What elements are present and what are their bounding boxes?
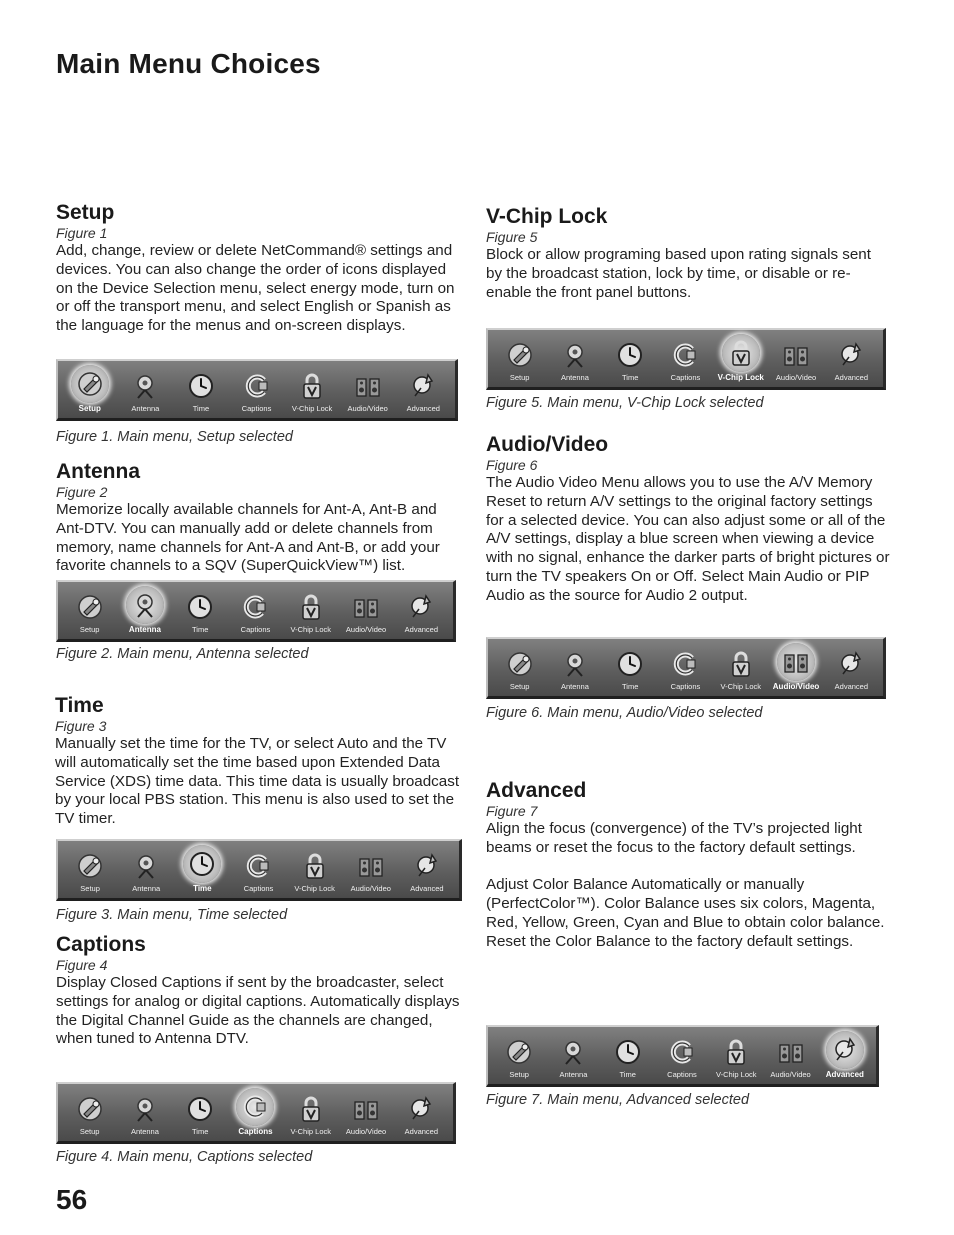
menu-item-label: Advanced [404,1127,438,1136]
menu-item-time [603,332,658,385]
menu-item-label: Antenna [131,404,160,413]
captions-icon [240,592,270,622]
section-audio-video [486,433,891,606]
figure-caption: Figure 7. Main menu, Advanced selected [486,1092,750,1108]
menu-item-antenna [117,1086,172,1139]
page-number: 56 [56,1184,88,1215]
clock-icon [183,845,221,883]
menu-item-v-chip-lock [283,1086,338,1139]
lock-icon [300,851,330,881]
menu-item-v-chip-lock [283,584,338,637]
page-title: Main Menu Choices [56,48,321,79]
figure-ref: Figure 2 [56,484,108,500]
speakers-icon [351,592,381,622]
menu-item-time [174,843,230,896]
menu-item-advanced [394,1086,449,1139]
menu-item-captions [658,641,713,694]
captions-icon [242,371,272,401]
speakers-icon [356,851,386,881]
menu-item-label: Advanced [404,625,438,634]
menu-item-label: Advanced [825,1070,864,1079]
menu-item-label: Setup [79,1127,100,1136]
antenna-icon [130,371,160,401]
menu-bar-figure-4 [56,1082,456,1144]
menu-item-v-chip-lock [713,641,768,694]
section-body: Manually set the time for the TV, or select Auto and the TV will automatically set the time based upon Extended Data Service (XDS) time data. This time data is usually broadcast by your local PBS station. This menu is also used to set the TV timer. [55,735,460,828]
menu-item-label: Time [192,625,209,634]
menu-item-antenna [546,1029,600,1082]
menu-item-captions [655,1029,709,1082]
section-vchip-lock [486,205,891,302]
captions-icon [670,649,700,679]
section-time [55,694,465,829]
menu-item-label: Setup [509,682,530,691]
menu-item-label: Captions [238,1127,273,1136]
figure-caption: Figure 2. Main menu, Antenna selected [56,646,309,662]
menu-item-label: Time [192,404,210,413]
section-body: Memorize locally available channels for Ant-A, Ant-B and Ant-DTV. You can manually add or delete channels from memory, name channels for Ant-A and Ant-B, or add your favorite channels to a SQV (SuperQuickView™) list. [56,501,440,575]
clock-icon [615,649,645,679]
menu-item-label: Audio/Video [772,682,820,691]
menu-item-label: Captions [240,625,271,634]
menu-item-antenna [547,332,602,385]
figure-ref: Figure 6 [486,457,538,473]
speakers-icon [353,371,383,401]
section-heading: Time [55,694,104,717]
captions-icon [236,1088,274,1126]
figure-caption: Figure 4. Main menu, Captions selected [56,1149,313,1165]
speakers-icon [351,1094,381,1124]
clock-icon [185,1094,215,1124]
menu-item-captions [229,363,285,416]
menu-item-v-chip-lock [709,1029,763,1082]
menu-item-label: Setup [509,1070,529,1079]
menu-item-label: Antenna [559,1070,588,1079]
menu-item-label: Antenna [128,625,161,634]
menu-item-setup [62,1086,117,1139]
menu-item-time [173,1086,228,1139]
setup-icon [504,1037,534,1067]
menu-item-captions [230,843,286,896]
clock-icon [185,592,215,622]
menu-item-label: Audio/Video [345,1127,387,1136]
menu-bar-figure-2 [56,580,456,642]
menu-item-time [603,641,658,694]
menu-item-time [601,1029,655,1082]
menu-item-audio-video [763,1029,817,1082]
advanced-icon [836,340,866,370]
menu-item-label: Advanced [834,682,868,691]
setup-icon [505,649,535,679]
captions-icon [670,340,700,370]
menu-item-label: Audio/Video [770,1070,811,1079]
menu-item-label: Audio/Video [775,373,817,382]
menu-item-label: V-Chip Lock [290,1127,331,1136]
menu-item-time [173,363,229,416]
menu-bar-figure-3 [56,839,462,901]
menu-item-antenna [547,641,602,694]
menu-item-setup [492,641,547,694]
lock-icon [296,1094,326,1124]
figure-ref: Figure 4 [56,957,108,973]
setup-icon [75,1094,105,1124]
menu-bar-figure-5 [486,328,886,390]
menu-item-audio-video [338,1086,393,1139]
captions-icon [243,851,273,881]
menu-item-label: Advanced [406,404,440,413]
menu-item-label: Time [192,1127,209,1136]
setup-icon [71,365,109,403]
menu-item-label: Advanced [834,373,868,382]
menu-item-label: Audio/Video [350,884,391,893]
section-heading: Captions [56,933,146,956]
section-captions [56,933,468,1049]
menu-item-advanced [395,363,451,416]
setup-icon [75,592,105,622]
figure-ref: Figure 3 [55,718,107,734]
menu-item-setup [62,363,118,416]
clock-icon [613,1037,643,1067]
menu-item-label: Audio/Video [347,404,388,413]
menu-item-captions [658,332,713,385]
menu-item-v-chip-lock [284,363,340,416]
menu-item-v-chip-lock [713,332,768,385]
menu-item-label: Setup [80,884,100,893]
figure-caption: Figure 1. Main menu, Setup selected [56,429,293,445]
lock-icon [726,649,756,679]
menu-item-label: Time [619,1070,636,1079]
menu-item-label: Time [622,682,639,691]
figure-ref: Figure 7 [486,803,538,819]
antenna-icon [558,1037,588,1067]
section-heading: Advanced [486,779,587,802]
menu-item-label: Advanced [410,884,444,893]
menu-item-captions [228,1086,283,1139]
menu-item-label: V-Chip Lock [294,884,335,893]
section-body: Display Closed Captions if sent by the broadcaster, select settings for analog or digital captions. Automatically displays the Digital Channel Guide as the channels are changed, when tuned to Antenna DTV. [56,974,460,1048]
antenna-icon [126,586,164,624]
menu-item-advanced [818,1029,872,1082]
section-heading: Setup [56,201,115,224]
menu-item-label: Antenna [560,373,589,382]
menu-item-antenna [118,363,174,416]
antenna-icon [560,340,590,370]
menu-item-time [173,584,228,637]
menu-item-label: Audio/Video [345,625,387,634]
menu-bar-figure-7 [486,1025,879,1087]
section-heading: V-Chip Lock [486,205,608,228]
menu-item-advanced [824,332,879,385]
menu-item-setup [492,332,547,385]
menu-item-advanced [394,584,449,637]
menu-item-setup [492,1029,546,1082]
section-body: Add, change, review or delete NetCommand® settings and devices. You can also change the order of icons displayed on the Device Selection menu, select energy mode, turn on or off the transport menu, and select English or Spanish as the language for the menus and on-screen displays. [56,242,455,335]
menu-item-label: Captions [670,373,701,382]
speakers-icon [781,340,811,370]
menu-item-label: Setup [78,404,101,413]
lock-icon [721,1037,751,1067]
section-heading: Audio/Video [486,433,609,456]
speakers-icon [777,643,815,681]
menu-item-antenna [117,584,172,637]
setup-icon [75,851,105,881]
section-body-2: Adjust Color Balance Automatically or manually (PerfectColor™). Color Balance uses six colors, Magenta, Red, Yellow, Green, Cyan and Blue to obtain color balance. Reset the Color Balance to the factory default settings. [486,876,885,950]
menu-item-label: Setup [79,625,100,634]
section-antenna [56,460,466,576]
advanced-icon [408,371,438,401]
figure-ref: Figure 1 [56,225,108,241]
advanced-icon [836,649,866,679]
lock-icon [297,371,327,401]
speakers-icon [776,1037,806,1067]
menu-item-v-chip-lock [287,843,343,896]
menu-item-label: V-Chip Lock [290,625,331,634]
menu-bar-figure-1 [56,359,458,421]
clock-icon [186,371,216,401]
menu-item-label: Captions [670,682,701,691]
advanced-icon [412,851,442,881]
menu-item-advanced [399,843,455,896]
section-body: Align the focus (convergence) of the TV’s projected light beams or reset the focus to the factory default settings. [486,820,862,856]
menu-item-captions [228,584,283,637]
menu-item-antenna [118,843,174,896]
menu-item-audio-video [768,332,823,385]
menu-item-audio-video [343,843,399,896]
advanced-icon [826,1031,864,1069]
menu-item-setup [62,843,118,896]
menu-item-audio-video [768,641,823,694]
menu-item-label: V-Chip Lock [291,404,333,413]
advanced-icon [406,592,436,622]
menu-bar-figure-6 [486,637,886,699]
section-body: Block or allow programing based upon rating signals sent by the broadcast station, lock by time, or disable or re-enable the front panel buttons. [486,246,871,301]
antenna-icon [130,1094,160,1124]
menu-item-label: Antenna [130,1127,159,1136]
menu-item-label: Antenna [132,884,161,893]
figure-caption: Figure 5. Main menu, V-Chip Lock selected [486,395,764,411]
captions-icon [667,1037,697,1067]
setup-icon [505,340,535,370]
lock-icon [296,592,326,622]
section-setup [56,201,466,336]
section-body: The Audio Video Menu allows you to use the A/V Memory Reset to return A/V settings to the original factory settings for a selected device. You can also adjust some or all of the A/V settings, display a blue screen when viewing a device with no signal, enhance the darker parts of bright pictures or turn the TV speakers On or Off. Select Main Audio or PIP Audio as the source for Audio 2 output. [486,474,890,604]
menu-item-label: Captions [667,1070,697,1079]
menu-item-label: Time [193,884,212,893]
antenna-icon [560,649,590,679]
menu-item-label: Time [622,373,639,382]
menu-item-audio-video [338,584,393,637]
section-advanced [486,779,901,952]
section-heading: Antenna [56,460,140,483]
menu-item-advanced [824,641,879,694]
figure-caption: Figure 3. Main menu, Time selected [56,907,288,923]
figure-ref: Figure 5 [486,229,538,245]
advanced-icon [406,1094,436,1124]
menu-item-label: Setup [509,373,530,382]
menu-item-label: V-Chip Lock [716,1070,757,1079]
menu-item-setup [62,584,117,637]
menu-item-label: V-Chip Lock [720,682,761,691]
menu-item-label: Captions [241,404,272,413]
menu-item-audio-video [340,363,396,416]
antenna-icon [131,851,161,881]
lock-icon [722,334,760,372]
clock-icon [615,340,645,370]
menu-item-label: V-Chip Lock [717,373,764,382]
figure-caption: Figure 6. Main menu, Audio/Video selected [486,705,763,721]
menu-item-label: Antenna [560,682,589,691]
menu-item-label: Captions [243,884,274,893]
